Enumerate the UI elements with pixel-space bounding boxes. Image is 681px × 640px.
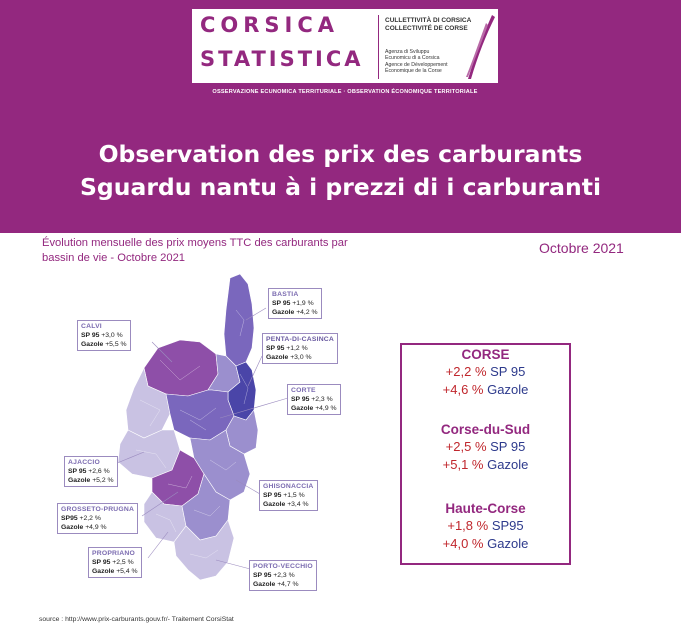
- summary-corse-sp-row: [402, 363, 569, 381]
- summary-corse-sp-label: SP 95: [490, 364, 526, 379]
- page-title-fr: Observation des prix des carburants: [98, 140, 583, 168]
- callout-bastia-name: BASTIA: [272, 291, 299, 298]
- logo-agence-line-2: Ecunomicu di a Corsica: [385, 55, 440, 62]
- callout-propriano-name: PROPRIANO: [92, 550, 135, 557]
- callout-bastia-sp-label: SP 95: [272, 300, 291, 307]
- logo-swoosh-icon: [462, 13, 496, 81]
- summary-hc-gaz-row: [402, 535, 569, 553]
- summary-corse-gaz: +4,6 %: [442, 382, 484, 397]
- logo-agence-line-4: Économique de la Corse: [385, 67, 442, 74]
- month-label: Octobre 2021: [539, 240, 624, 256]
- callout-grosseto-name: GROSSETO-PRUGNA: [61, 506, 135, 513]
- callout-porto-vecchio-sp: +2,3 %: [273, 572, 295, 579]
- callout-penta-sp: +1,2 %: [286, 345, 308, 352]
- callout-penta-name: PENTA-DI-CASINCA: [266, 336, 335, 343]
- logo-agence-line-1: Agenza di Sviluppu: [385, 49, 430, 55]
- callout-corte-gaz: +4,9 %: [315, 405, 337, 412]
- callout-corte-name: CORTE: [291, 387, 316, 394]
- callout-corte: [287, 384, 341, 415]
- callout-porto-vecchio-sp-label: SP 95: [253, 572, 272, 579]
- summary-cds-gaz: +5,1 %: [442, 457, 484, 472]
- summary-corse-title: CORSE: [461, 347, 510, 362]
- summary-hc-title: Haute-Corse: [445, 501, 526, 516]
- summary-hc-sp-label: SP95: [491, 518, 524, 533]
- callout-propriano-gaz-label: Gazole: [92, 568, 115, 575]
- callout-bastia-gaz: +4,2 %: [296, 309, 318, 316]
- callout-calvi-gaz-label: Gazole: [81, 341, 104, 348]
- callout-ajaccio-name: AJACCIO: [68, 459, 100, 466]
- source-note: source : http://www.prix-carburants.gouv.fr/- Traitement CorsiStat: [39, 616, 234, 623]
- summary-corse-du-sud: [402, 421, 569, 474]
- callout-grosseto-sp-label: SP95: [61, 515, 78, 522]
- callout-calvi-sp: +3,0 %: [101, 332, 123, 339]
- callout-penta-gaz-label: Gazole: [266, 354, 289, 361]
- map-zone-calvi: [144, 340, 218, 396]
- callout-ajaccio: [64, 456, 118, 487]
- callout-ajaccio-gaz: +5,2 %: [92, 477, 114, 484]
- header-band: [0, 0, 681, 233]
- logo-strip: OSSERVAZIONE ECUNOMICA TERRITURIALE · OBSERVATION ÉCONOMIQUE TERRITORIALE: [192, 83, 498, 100]
- callout-grosseto-gaz-label: Gazole: [61, 524, 84, 531]
- summary-haute-corse: [402, 500, 569, 553]
- summary-cds-sp: +2,5 %: [445, 439, 487, 454]
- summary-hc-sp: +1,8 %: [447, 518, 489, 533]
- callout-calvi-gaz: +5,5 %: [105, 341, 127, 348]
- summary-corse: [402, 346, 569, 399]
- callout-calvi-name: CALVI: [81, 323, 102, 330]
- callout-propriano-sp-label: SP 95: [92, 559, 111, 566]
- summary-cds-sp-row: [402, 438, 569, 456]
- summary-cds-sp-label: SP 95: [490, 439, 526, 454]
- callout-bastia: [268, 288, 322, 319]
- callout-bastia-gaz-label: Gazole: [272, 309, 295, 316]
- summary-cds-gaz-row: [402, 456, 569, 474]
- callout-corte-sp-label: SP 95: [291, 396, 310, 403]
- summary-corse-gaz-row: [402, 381, 569, 399]
- callout-calvi-sp-label: SP 95: [81, 332, 100, 339]
- corsica-statistica-logo: [192, 9, 498, 100]
- summary-box: [400, 343, 571, 565]
- callout-propriano-gaz: +5,4 %: [116, 568, 138, 575]
- callout-ghisonaccia-sp-label: SP 95: [263, 492, 282, 499]
- callout-ghisonaccia-gaz-label: Gazole: [263, 501, 286, 508]
- page-title-co: Sguardu nantu à i prezzi di i carburanti: [79, 173, 602, 201]
- callout-calvi: [77, 320, 131, 351]
- callout-penta: [262, 333, 338, 364]
- callout-ghisonaccia: [259, 480, 318, 511]
- callout-grosseto-gaz: +4,9 %: [85, 524, 107, 531]
- callout-propriano-sp: +2,5 %: [112, 559, 134, 566]
- summary-corse-gaz-label: Gazole: [487, 382, 529, 397]
- logo-line-corsica: CORSICA: [200, 13, 340, 37]
- map-zone-bastia: [224, 274, 254, 366]
- callout-ghisonaccia-name: GHISONACCIA: [263, 483, 314, 490]
- callout-penta-gaz: +3,0 %: [290, 354, 312, 361]
- summary-hc-sp-row: [402, 517, 569, 535]
- callout-porto-vecchio-name: PORTO-VECCHIO: [253, 563, 313, 570]
- logo-agence-line-3: Agence de Développement: [385, 61, 448, 68]
- callout-penta-sp-label: SP 95: [266, 345, 285, 352]
- callout-ghisonaccia-sp: +1,5 %: [283, 492, 305, 499]
- callout-propriano: [88, 547, 142, 578]
- logo-line-statistica: STATISTICA: [200, 47, 364, 71]
- callout-ajaccio-sp-label: SP 95: [68, 468, 87, 475]
- summary-hc-gaz-label: Gazole: [487, 536, 529, 551]
- summary-cds-title: Corse-du-Sud: [440, 422, 531, 437]
- callout-corte-sp: +2,3 %: [311, 396, 333, 403]
- callout-corte-gaz-label: Gazole: [291, 405, 314, 412]
- callout-ghisonaccia-gaz: +3,4 %: [287, 501, 309, 508]
- callout-ajaccio-sp: +2,6 %: [88, 468, 110, 475]
- callout-grosseto: [57, 503, 138, 534]
- callout-ajaccio-gaz-label: Gazole: [68, 477, 91, 484]
- map-subtitle: Évolution mensuelle des prix moyens TTC des carburants par bassin de vie - Octobre 2021: [42, 237, 348, 264]
- summary-cds-gaz-label: Gazole: [487, 457, 529, 472]
- callout-bastia-sp: +1,9 %: [292, 300, 314, 307]
- callout-porto-vecchio-gaz-label: Gazole: [253, 581, 276, 588]
- callout-grosseto-sp: +2,2 %: [79, 515, 101, 522]
- logo-divider: [378, 15, 379, 79]
- logo-ctc-line-2: COLLECTIVITÉ DE CORSE: [385, 25, 468, 32]
- summary-hc-gaz: +4,0 %: [442, 536, 484, 551]
- logo-ctc-line-1: CULLETTIVITÀ DI CORSICA: [385, 17, 472, 24]
- summary-corse-sp: +2,2 %: [445, 364, 487, 379]
- callout-porto-vecchio-gaz: +4,7 %: [277, 581, 299, 588]
- callout-porto-vecchio: [249, 560, 317, 591]
